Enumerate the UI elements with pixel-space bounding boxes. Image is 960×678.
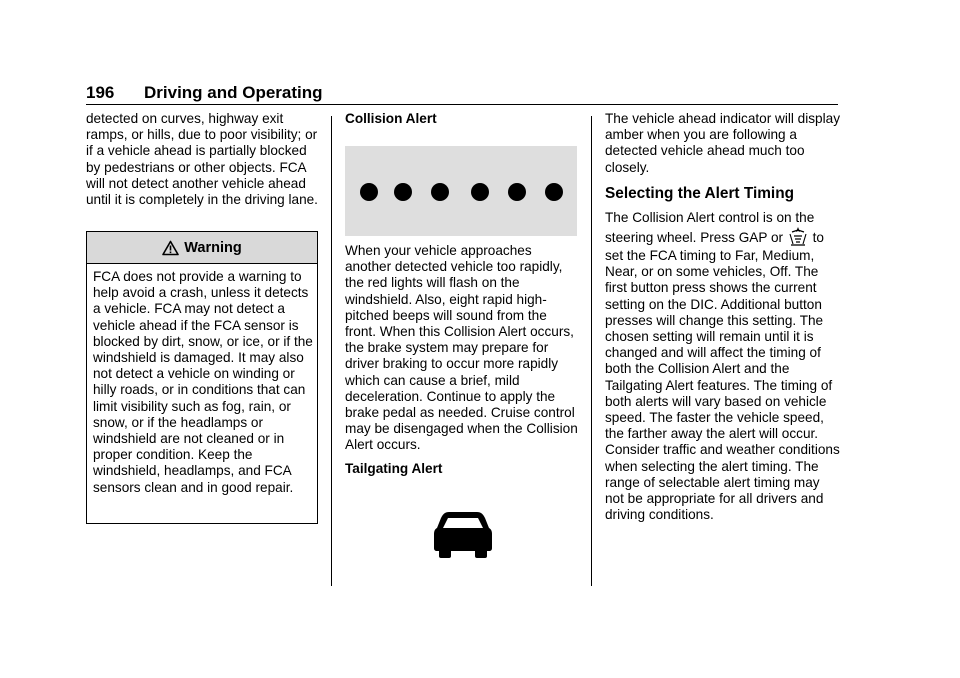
alert-timing-text-start: The Collision Alert control is on the steering wheel. Press GAP or (605, 209, 815, 246)
column-divider-1 (331, 116, 332, 586)
column-divider-2 (591, 116, 592, 586)
column-2-top (345, 111, 581, 127)
header-rule (86, 104, 838, 105)
column-2-body (345, 243, 581, 477)
vehicle-ahead-icon (433, 510, 493, 560)
column-3 (605, 111, 841, 523)
alert-dot (360, 183, 378, 201)
indicator-paragraph: The vehicle ahead indicator will display amber when you are following a detected vehicle ahead much too closely. (605, 111, 840, 175)
page-header (86, 82, 838, 104)
collision-alert-text: When your vehicle approaches another detected vehicle too rapidly, the red lights will flash on the windshield. Also, eight rapid high-pitched beeps will sound from the front. When this Collision Alert occurs, the brake system may prepare for driver braking to occur more rapidly which can cause a brief, mild deceleration. Continue to apply the brake pedal as needed. Cruise control may be disengaged when the Collision Alert occurs. (345, 243, 578, 453)
alert-dot (471, 183, 489, 201)
warning-body: FCA does not provide a warning to help avoid a crash, unless it detects a vehicle. FCA may not detect a vehicle ahead if the FCA sensor is blocked by dirt, snow, or ice, or if the windshield is damaged. It may also not detect a vehicle on winding or hilly roads, or in conditions that can limit visibility such as fog, rain, or snow, or if the headlamps or windshield are not cleaned or in proper condition. Keep the windshield, headlamps, and FCA sensors clean and in good repair. (93, 269, 313, 495)
alert-timing-paragraph (605, 210, 841, 524)
alert-dot (394, 183, 412, 201)
alert-timing-heading: Selecting the Alert Timing (605, 184, 794, 202)
alert-dot (431, 183, 449, 201)
collision-alert-heading: Collision Alert (345, 111, 437, 126)
section-title: Driving and Operating (144, 83, 323, 102)
warning-header (87, 232, 317, 264)
collision-alert-dots-icon (345, 146, 577, 236)
tailgating-alert-heading: Tailgating Alert (345, 460, 443, 476)
alert-dot (508, 183, 526, 201)
column-1 (86, 111, 324, 208)
alert-dot (545, 183, 563, 201)
warning-title: Warning (184, 239, 242, 256)
intro-paragraph: detected on curves, highway exit ramps, or hills, due to poor visibility; or if a vehicle ahead is partially blocked by pedestrians or other objects. FCA will not detect another vehicle ahead until it is completely in the driving lane. (86, 111, 318, 208)
warning-triangle-icon (162, 240, 179, 256)
alert-timing-text-end: to set the FCA timing to Far, Medium, Near, or on some vehicles, Off. The first button press shows the current setting on the DIC. Additional button presses will change this setting. The chosen setting will remain until it is changed and will affect the timing of both the Collision Alert and the Tailgating Alert features. The timing of both alerts will vary based on vehicle speed. The faster the vehicle speed, the farther away the alert will occur. Consider traffic and weather conditions when selecting the alert timing. The range of selectable alert timing may not be appropriate for all drivers and driving conditions. (605, 230, 840, 523)
page-number: 196 (86, 83, 115, 102)
following-gap-icon (787, 226, 809, 248)
warning-box (86, 231, 318, 524)
